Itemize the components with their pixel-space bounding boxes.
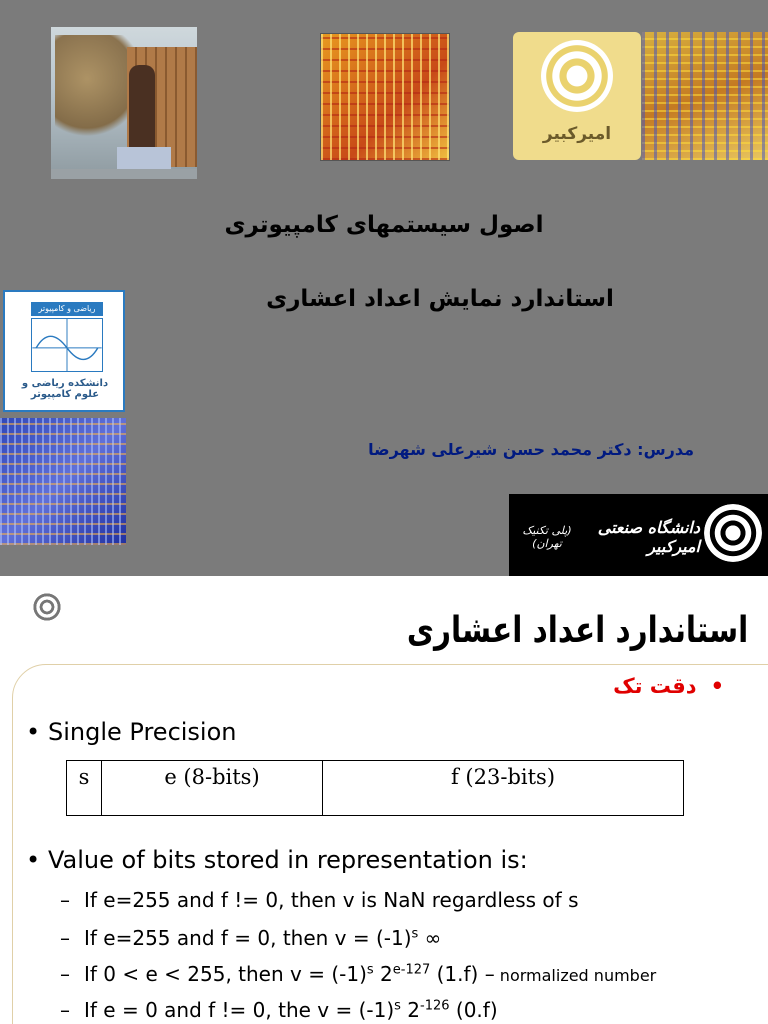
fraction-cell: f (23-bits) bbox=[323, 761, 684, 816]
math-faculty-name: دانشکده ریاضی و علوم کامپیوتر bbox=[21, 378, 109, 400]
lecturer-name: مدرس: دکتر محمد حسن شیرعلی شهرضا bbox=[368, 440, 694, 459]
rule-nan: – If e=255 and f != 0, then v is NaN regardless of s bbox=[60, 888, 579, 912]
rule-normalized: – If 0 < e < 255, then $v = (-1)^s$ 2$^{e-127}$ (1.f) – normalized number bbox=[60, 962, 657, 986]
chip-die-image-orange bbox=[320, 33, 450, 161]
bullet-value-of-bits: • Value of bits stored in representation is: bbox=[26, 846, 528, 874]
rule-infinity: – If e=255 and f = 0, then $v = (-1)^s$ ∞ bbox=[60, 926, 442, 950]
university-banner bbox=[509, 494, 768, 576]
chip-die-image-gold bbox=[642, 32, 768, 160]
content-slide bbox=[0, 576, 768, 1024]
math-faculty-logo bbox=[3, 290, 125, 412]
exponent-cell: e (8-bits) bbox=[102, 761, 323, 816]
lecture-title: استاندارد نمایش اعداد اعشاری bbox=[266, 286, 614, 312]
sign-bit-cell: s bbox=[67, 761, 102, 816]
campus-statue-photo bbox=[51, 27, 197, 179]
university-logo-text: امیرکبیر bbox=[542, 124, 612, 144]
banner-university-name: دانشگاه صنعتی امیرکبیر bbox=[597, 518, 700, 556]
university-seal-icon bbox=[704, 504, 762, 562]
math-faculty-header: ریاضی و کامپیوتر bbox=[31, 302, 103, 316]
university-logo bbox=[513, 32, 641, 160]
banner-subtitle: (پلی تکنیک تهران) bbox=[522, 524, 572, 550]
chip-die-image-blue bbox=[0, 418, 126, 545]
function-graph-icon bbox=[31, 318, 103, 372]
course-title: اصول سیستمهای کامپیوتری bbox=[224, 212, 544, 238]
slide-title: استاندارد اعداد اعشاری bbox=[406, 610, 748, 651]
bullet-single-precision: • Single Precision bbox=[26, 718, 237, 746]
bit-layout-table bbox=[66, 760, 684, 816]
university-emblem-icon bbox=[541, 40, 613, 112]
university-seal-icon bbox=[30, 590, 64, 624]
rtl-bullet: •دقت تک bbox=[613, 674, 724, 698]
rule-denormalized: – If e = 0 and f != 0, the $v = (-1)^s$ $2^{-126}$ (0.f) bbox=[60, 998, 498, 1022]
table-row bbox=[67, 761, 684, 816]
